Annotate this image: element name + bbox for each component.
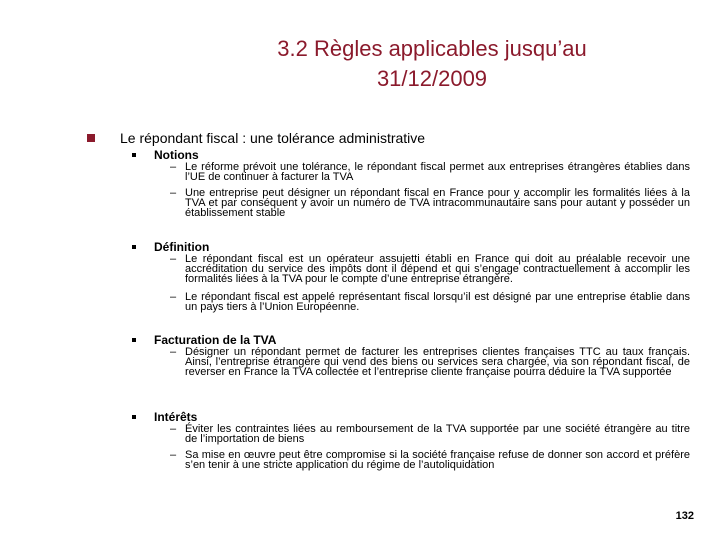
main-heading: Le répondant fiscal : une tolérance administrative bbox=[120, 130, 426, 146]
list-item: – Le répondant fiscal est appelé représentant fiscal lorsqu’il est désigné par une entreprise établie dans un pays tiers à l’Union Européenne. bbox=[170, 291, 690, 313]
list-item: – Désigner un répondant permet de facturer les entreprises clientes françaises TTC au taux français. Ainsi, l’entreprise étrangère qui vend des biens ou services sera chargée, via son répondant fiscal, de reverser en France la TVA collectée et l’entreprise cliente française pourra déduire la TVA supportée bbox=[170, 346, 690, 378]
dash-icon: – bbox=[170, 161, 177, 173]
list-item: – Sa mise en œuvre peut être compromise si la société française refuse de donner son accord et préfère s’en tenir à une stricte application du régime de l’autoliquidation bbox=[170, 449, 690, 471]
small-bullet-icon bbox=[132, 338, 136, 342]
small-bullet-icon bbox=[132, 245, 136, 249]
section-title: Notions bbox=[154, 148, 199, 162]
small-bullet-icon bbox=[132, 153, 136, 157]
dash-icon: – bbox=[170, 291, 177, 303]
section-title: Intérêts bbox=[154, 410, 198, 424]
small-bullet-icon bbox=[132, 415, 136, 419]
page-number: 132 bbox=[675, 510, 694, 522]
dash-icon: – bbox=[170, 253, 177, 265]
list-item: – Le répondant fiscal est un opérateur assujetti établi en France qui doit au préalable recevoir une accréditation du service des impôts dont il dépend et qui s’engage contractuellement à accomplir les formalités liées à la TVA pour le compte d’une entreprise étrangère. bbox=[170, 253, 690, 285]
dash-icon: – bbox=[170, 423, 177, 435]
slide-title-line-2: 31/12/2009 bbox=[376, 66, 488, 91]
square-bullet-icon bbox=[87, 134, 95, 142]
section-title: Facturation de la TVA bbox=[154, 333, 277, 347]
list-item: – Éviter les contraintes liées au remboursement de la TVA supportée par une société étrangère au titre de l’importation de biens bbox=[170, 423, 690, 445]
list-item: – Une entreprise peut désigner un répondant fiscal en France pour y accomplir les formalités liées à la TVA et par conséquent y avoir un numéro de TVA intracommunautaire sans pour autant y posséder un établissement stable bbox=[170, 187, 690, 219]
slide-title-line-1: 3.2 Règles applicables jusqu’au bbox=[277, 36, 587, 61]
dash-icon: – bbox=[170, 346, 177, 358]
list-item: – Le réforme prévoit une tolérance, le répondant fiscal permet aux entreprises étrangères établies dans l’UE de continuer à facturer la TVA bbox=[170, 161, 690, 183]
dash-icon: – bbox=[170, 187, 177, 199]
slide-title bbox=[200, 34, 664, 94]
section-title: Définition bbox=[154, 240, 210, 254]
dash-icon: – bbox=[170, 449, 177, 461]
